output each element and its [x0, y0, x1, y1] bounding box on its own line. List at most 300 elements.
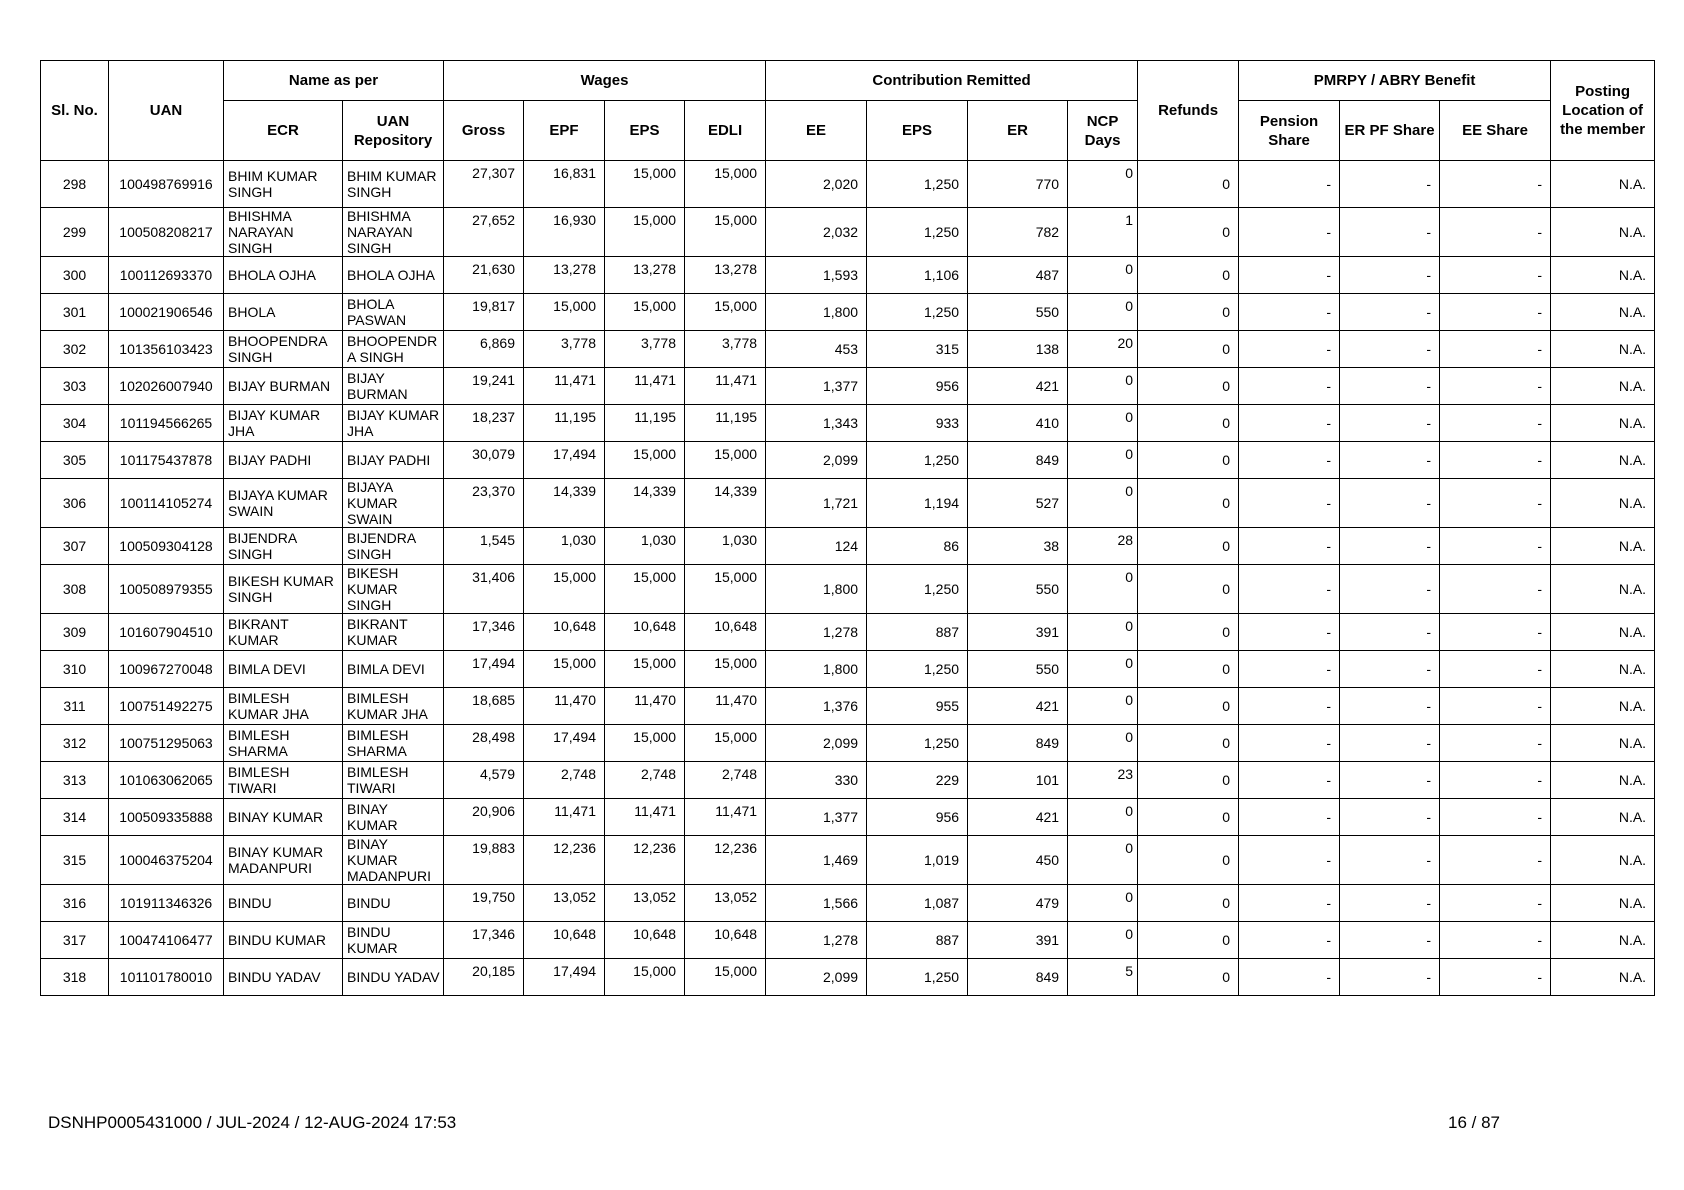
- cell-ncp-days: 0: [1068, 651, 1138, 688]
- cell-uan: 100474106477: [109, 922, 224, 959]
- cell-ncp-days: 0: [1068, 405, 1138, 442]
- cell-contrib-eps: 1,250: [867, 161, 968, 208]
- cell-refunds: 0: [1138, 836, 1239, 885]
- cell-uan-repository-name: BIJAY KUMAR JHA: [343, 405, 444, 442]
- cell-sl-no: 301: [41, 294, 109, 331]
- cell-ee: 1,278: [766, 614, 867, 651]
- cell-er-pf-share: -: [1340, 479, 1440, 528]
- cell-eps: 15,000: [605, 959, 685, 996]
- cell-gross: 19,883: [444, 836, 524, 885]
- cell-gross: 21,630: [444, 257, 524, 294]
- cell-er-pf-share: -: [1340, 836, 1440, 885]
- cell-posting-location: N.A.: [1551, 836, 1655, 885]
- cell-refunds: 0: [1138, 885, 1239, 922]
- cell-ee: 2,099: [766, 442, 867, 479]
- cell-sl-no: 299: [41, 208, 109, 257]
- cell-edli: 15,000: [685, 565, 766, 614]
- cell-ee: 1,377: [766, 368, 867, 405]
- document-reference: DSNHP0005431000 / JUL-2024 / 12-AUG-2024 17:53: [48, 1113, 457, 1132]
- cell-refunds: 0: [1138, 959, 1239, 996]
- cell-edli: 15,000: [685, 725, 766, 762]
- cell-uan: 101063062065: [109, 762, 224, 799]
- cell-ee-share: -: [1440, 528, 1551, 565]
- col-contrib-eps: EPS: [867, 101, 968, 161]
- cell-posting-location: N.A.: [1551, 725, 1655, 762]
- cell-ee: 1,721: [766, 479, 867, 528]
- cell-ncp-days: 0: [1068, 442, 1138, 479]
- cell-uan: 100509304128: [109, 528, 224, 565]
- col-uan: UAN: [109, 61, 224, 161]
- cell-edli: 10,648: [685, 614, 766, 651]
- cell-ncp-days: 0: [1068, 294, 1138, 331]
- cell-er: 849: [968, 959, 1068, 996]
- cell-ncp-days: 1: [1068, 208, 1138, 257]
- cell-eps: 1,030: [605, 528, 685, 565]
- cell-epf: 13,052: [524, 885, 605, 922]
- cell-er-pf-share: -: [1340, 565, 1440, 614]
- cell-ee-share: -: [1440, 922, 1551, 959]
- cell-er-pf-share: -: [1340, 885, 1440, 922]
- cell-uan: 100021906546: [109, 294, 224, 331]
- cell-uan-repository-name: BIJENDRA SINGH: [343, 528, 444, 565]
- cell-ee-share: -: [1440, 688, 1551, 725]
- cell-pension-share: -: [1239, 442, 1340, 479]
- cell-uan-repository-name: BINAY KUMAR: [343, 799, 444, 836]
- cell-ecr-name: BHOLA: [224, 294, 343, 331]
- col-sl-no: Sl. No.: [41, 61, 109, 161]
- cell-pension-share: -: [1239, 331, 1340, 368]
- cell-epf: 17,494: [524, 442, 605, 479]
- cell-epf: 16,930: [524, 208, 605, 257]
- cell-contrib-eps: 1,250: [867, 651, 968, 688]
- cell-ee: 1,278: [766, 922, 867, 959]
- cell-uan: 100046375204: [109, 836, 224, 885]
- cell-contrib-eps: 1,250: [867, 208, 968, 257]
- table-row: [41, 405, 1655, 442]
- cell-ee-share: -: [1440, 294, 1551, 331]
- cell-posting-location: N.A.: [1551, 442, 1655, 479]
- cell-epf: 17,494: [524, 959, 605, 996]
- cell-er: 849: [968, 442, 1068, 479]
- cell-ncp-days: 0: [1068, 688, 1138, 725]
- cell-posting-location: N.A.: [1551, 762, 1655, 799]
- cell-ee-share: -: [1440, 442, 1551, 479]
- col-group-pmrpy: PMRPY / ABRY Benefit: [1239, 61, 1551, 101]
- cell-er: 450: [968, 836, 1068, 885]
- cell-uan-repository-name: BIMLESH KUMAR JHA: [343, 688, 444, 725]
- cell-uan: 100751295063: [109, 725, 224, 762]
- cell-edli: 11,471: [685, 799, 766, 836]
- cell-ee: 1,566: [766, 885, 867, 922]
- cell-uan-repository-name: BIMLA DEVI: [343, 651, 444, 688]
- cell-edli: 15,000: [685, 208, 766, 257]
- cell-ee: 330: [766, 762, 867, 799]
- cell-ncp-days: 0: [1068, 161, 1138, 208]
- cell-ncp-days: 5: [1068, 959, 1138, 996]
- table-row: [41, 565, 1655, 614]
- cell-epf: 3,778: [524, 331, 605, 368]
- cell-ee-share: -: [1440, 368, 1551, 405]
- cell-ee: 1,800: [766, 565, 867, 614]
- cell-sl-no: 311: [41, 688, 109, 725]
- cell-er: 138: [968, 331, 1068, 368]
- cell-sl-no: 315: [41, 836, 109, 885]
- cell-refunds: 0: [1138, 651, 1239, 688]
- cell-uan: 100509335888: [109, 799, 224, 836]
- cell-er: 527: [968, 479, 1068, 528]
- cell-refunds: 0: [1138, 331, 1239, 368]
- cell-uan-repository-name: BINAY KUMAR MADANPURI: [343, 836, 444, 885]
- cell-pension-share: -: [1239, 885, 1340, 922]
- col-group-wages: Wages: [444, 61, 766, 101]
- cell-ecr-name: BINDU KUMAR: [224, 922, 343, 959]
- cell-eps: 11,470: [605, 688, 685, 725]
- cell-gross: 19,750: [444, 885, 524, 922]
- cell-uan: 101194566265: [109, 405, 224, 442]
- cell-posting-location: N.A.: [1551, 479, 1655, 528]
- cell-er-pf-share: -: [1340, 688, 1440, 725]
- cell-posting-location: N.A.: [1551, 885, 1655, 922]
- cell-ee: 124: [766, 528, 867, 565]
- cell-pension-share: -: [1239, 528, 1340, 565]
- cell-contrib-eps: 955: [867, 688, 968, 725]
- cell-ecr-name: BINDU YADAV: [224, 959, 343, 996]
- cell-edli: 2,748: [685, 762, 766, 799]
- cell-gross: 17,346: [444, 922, 524, 959]
- cell-ecr-name: BIJAY BURMAN: [224, 368, 343, 405]
- cell-refunds: 0: [1138, 294, 1239, 331]
- cell-epf: 15,000: [524, 651, 605, 688]
- cell-contrib-eps: 86: [867, 528, 968, 565]
- cell-edli: 12,236: [685, 836, 766, 885]
- cell-er-pf-share: -: [1340, 528, 1440, 565]
- cell-sl-no: 307: [41, 528, 109, 565]
- col-ecr: ECR: [224, 101, 343, 161]
- col-group-contribution: Contribution Remitted: [766, 61, 1138, 101]
- table-row: [41, 368, 1655, 405]
- cell-ee-share: -: [1440, 725, 1551, 762]
- cell-er: 410: [968, 405, 1068, 442]
- cell-edli: 11,470: [685, 688, 766, 725]
- cell-ee-share: -: [1440, 885, 1551, 922]
- cell-uan: 102026007940: [109, 368, 224, 405]
- cell-sl-no: 308: [41, 565, 109, 614]
- cell-posting-location: N.A.: [1551, 294, 1655, 331]
- cell-er-pf-share: -: [1340, 294, 1440, 331]
- cell-eps: 11,471: [605, 368, 685, 405]
- cell-ee: 1,376: [766, 688, 867, 725]
- col-epf: EPF: [524, 101, 605, 161]
- cell-er-pf-share: -: [1340, 331, 1440, 368]
- cell-sl-no: 313: [41, 762, 109, 799]
- cell-ncp-days: 28: [1068, 528, 1138, 565]
- table-row: [41, 836, 1655, 885]
- cell-contrib-eps: 887: [867, 614, 968, 651]
- cell-sl-no: 312: [41, 725, 109, 762]
- cell-epf: 1,030: [524, 528, 605, 565]
- cell-ecr-name: BIJAYA KUMAR SWAIN: [224, 479, 343, 528]
- table-row: [41, 651, 1655, 688]
- cell-eps: 15,000: [605, 565, 685, 614]
- cell-refunds: 0: [1138, 565, 1239, 614]
- cell-ncp-days: 0: [1068, 614, 1138, 651]
- cell-er-pf-share: -: [1340, 257, 1440, 294]
- cell-gross: 19,241: [444, 368, 524, 405]
- cell-er: 487: [968, 257, 1068, 294]
- cell-pension-share: -: [1239, 836, 1340, 885]
- cell-epf: 2,748: [524, 762, 605, 799]
- cell-er-pf-share: -: [1340, 368, 1440, 405]
- table-row: [41, 922, 1655, 959]
- cell-gross: 18,685: [444, 688, 524, 725]
- cell-eps: 14,339: [605, 479, 685, 528]
- cell-ncp-days: 0: [1068, 368, 1138, 405]
- cell-epf: 11,471: [524, 368, 605, 405]
- cell-edli: 15,000: [685, 959, 766, 996]
- cell-posting-location: N.A.: [1551, 257, 1655, 294]
- cell-ee-share: -: [1440, 799, 1551, 836]
- cell-refunds: 0: [1138, 208, 1239, 257]
- cell-ecr-name: BIJAY PADHI: [224, 442, 343, 479]
- cell-uan: 100508208217: [109, 208, 224, 257]
- cell-contrib-eps: 933: [867, 405, 968, 442]
- cell-posting-location: N.A.: [1551, 651, 1655, 688]
- cell-refunds: 0: [1138, 922, 1239, 959]
- cell-er-pf-share: -: [1340, 725, 1440, 762]
- cell-sl-no: 304: [41, 405, 109, 442]
- cell-uan-repository-name: BIKRANT KUMAR: [343, 614, 444, 651]
- cell-uan-repository-name: BINDU YADAV: [343, 959, 444, 996]
- cell-ncp-days: 0: [1068, 922, 1138, 959]
- cell-uan-repository-name: BIMLESH TIWARI: [343, 762, 444, 799]
- cell-ee-share: -: [1440, 479, 1551, 528]
- cell-pension-share: -: [1239, 651, 1340, 688]
- cell-ecr-name: BIJENDRA SINGH: [224, 528, 343, 565]
- cell-ee-share: -: [1440, 959, 1551, 996]
- cell-sl-no: 306: [41, 479, 109, 528]
- cell-uan-repository-name: BIJAY PADHI: [343, 442, 444, 479]
- cell-ee: 2,099: [766, 725, 867, 762]
- cell-ee: 2,020: [766, 161, 867, 208]
- cell-posting-location: N.A.: [1551, 368, 1655, 405]
- cell-eps: 12,236: [605, 836, 685, 885]
- cell-er-pf-share: -: [1340, 405, 1440, 442]
- cell-uan-repository-name: BHISHMA NARAYAN SINGH: [343, 208, 444, 257]
- cell-pension-share: -: [1239, 257, 1340, 294]
- table-row: [41, 257, 1655, 294]
- cell-epf: 11,470: [524, 688, 605, 725]
- col-er-pf-share: ER PF Share: [1340, 101, 1440, 161]
- cell-posting-location: N.A.: [1551, 614, 1655, 651]
- cell-uan-repository-name: BIKESH KUMAR SINGH: [343, 565, 444, 614]
- cell-ncp-days: 0: [1068, 479, 1138, 528]
- cell-ee-share: -: [1440, 257, 1551, 294]
- cell-ncp-days: 20: [1068, 331, 1138, 368]
- cell-contrib-eps: 887: [867, 922, 968, 959]
- cell-er-pf-share: -: [1340, 651, 1440, 688]
- cell-posting-location: N.A.: [1551, 565, 1655, 614]
- cell-ecr-name: BHIM KUMAR SINGH: [224, 161, 343, 208]
- cell-ecr-name: BHISHMA NARAYAN SINGH: [224, 208, 343, 257]
- cell-er-pf-share: -: [1340, 442, 1440, 479]
- cell-posting-location: N.A.: [1551, 161, 1655, 208]
- cell-ecr-name: BIMLESH TIWARI: [224, 762, 343, 799]
- cell-uan: 101356103423: [109, 331, 224, 368]
- cell-eps: 11,195: [605, 405, 685, 442]
- cell-er: 550: [968, 651, 1068, 688]
- cell-epf: 10,648: [524, 922, 605, 959]
- cell-er: 421: [968, 799, 1068, 836]
- cell-gross: 6,869: [444, 331, 524, 368]
- cell-eps: 15,000: [605, 651, 685, 688]
- cell-posting-location: N.A.: [1551, 922, 1655, 959]
- cell-pension-share: -: [1239, 725, 1340, 762]
- cell-edli: 13,278: [685, 257, 766, 294]
- cell-uan-repository-name: BIMLESH SHARMA: [343, 725, 444, 762]
- cell-refunds: 0: [1138, 762, 1239, 799]
- cell-sl-no: 305: [41, 442, 109, 479]
- cell-eps: 15,000: [605, 208, 685, 257]
- cell-edli: 3,778: [685, 331, 766, 368]
- cell-gross: 30,079: [444, 442, 524, 479]
- cell-gross: 4,579: [444, 762, 524, 799]
- cell-ee: 1,469: [766, 836, 867, 885]
- cell-refunds: 0: [1138, 161, 1239, 208]
- cell-contrib-eps: 956: [867, 799, 968, 836]
- cell-ee-share: -: [1440, 161, 1551, 208]
- cell-epf: 15,000: [524, 565, 605, 614]
- cell-pension-share: -: [1239, 762, 1340, 799]
- cell-ncp-days: 0: [1068, 885, 1138, 922]
- cell-ecr-name: BIKESH KUMAR SINGH: [224, 565, 343, 614]
- cell-pension-share: -: [1239, 614, 1340, 651]
- cell-ee-share: -: [1440, 762, 1551, 799]
- cell-eps: 13,052: [605, 885, 685, 922]
- cell-eps: 10,648: [605, 614, 685, 651]
- cell-eps: 11,471: [605, 799, 685, 836]
- cell-edli: 15,000: [685, 651, 766, 688]
- cell-eps: 15,000: [605, 442, 685, 479]
- cell-epf: 13,278: [524, 257, 605, 294]
- cell-ncp-days: 0: [1068, 836, 1138, 885]
- table-row: [41, 331, 1655, 368]
- cell-ncp-days: 0: [1068, 257, 1138, 294]
- cell-contrib-eps: 229: [867, 762, 968, 799]
- cell-pension-share: -: [1239, 799, 1340, 836]
- cell-ee: 1,800: [766, 651, 867, 688]
- cell-er: 479: [968, 885, 1068, 922]
- cell-posting-location: N.A.: [1551, 688, 1655, 725]
- cell-uan: 101607904510: [109, 614, 224, 651]
- cell-ee-share: -: [1440, 405, 1551, 442]
- cell-ee-share: -: [1440, 565, 1551, 614]
- cell-ecr-name: BHOOPENDRA SINGH: [224, 331, 343, 368]
- table-row: [41, 799, 1655, 836]
- cell-er-pf-share: -: [1340, 161, 1440, 208]
- cell-sl-no: 317: [41, 922, 109, 959]
- cell-gross: 27,307: [444, 161, 524, 208]
- cell-gross: 23,370: [444, 479, 524, 528]
- cell-refunds: 0: [1138, 799, 1239, 836]
- cell-uan: 100751492275: [109, 688, 224, 725]
- cell-ee: 2,032: [766, 208, 867, 257]
- cell-eps: 10,648: [605, 922, 685, 959]
- cell-er: 770: [968, 161, 1068, 208]
- cell-ecr-name: BHOLA OJHA: [224, 257, 343, 294]
- col-posting-location: Posting Location of the member: [1551, 61, 1655, 161]
- cell-pension-share: -: [1239, 479, 1340, 528]
- cell-eps: 13,278: [605, 257, 685, 294]
- cell-edli: 13,052: [685, 885, 766, 922]
- cell-ncp-days: 0: [1068, 799, 1138, 836]
- cell-contrib-eps: 1,106: [867, 257, 968, 294]
- cell-er: 391: [968, 922, 1068, 959]
- cell-ecr-name: BINAY KUMAR MADANPURI: [224, 836, 343, 885]
- cell-uan-repository-name: BHOLA PASWAN: [343, 294, 444, 331]
- cell-ncp-days: 0: [1068, 725, 1138, 762]
- cell-eps: 2,748: [605, 762, 685, 799]
- cell-posting-location: N.A.: [1551, 331, 1655, 368]
- cell-gross: 19,817: [444, 294, 524, 331]
- table-header: [41, 61, 1655, 161]
- cell-sl-no: 318: [41, 959, 109, 996]
- table-row: [41, 161, 1655, 208]
- table-row: [41, 614, 1655, 651]
- cell-contrib-eps: 1,250: [867, 442, 968, 479]
- col-uan-repository: UAN Repository: [343, 101, 444, 161]
- cell-refunds: 0: [1138, 479, 1239, 528]
- cell-sl-no: 310: [41, 651, 109, 688]
- cell-ecr-name: BIJAY KUMAR JHA: [224, 405, 343, 442]
- cell-uan-repository-name: BHOLA OJHA: [343, 257, 444, 294]
- cell-pension-share: -: [1239, 208, 1340, 257]
- col-refunds: Refunds: [1138, 61, 1239, 161]
- cell-uan: 100498769916: [109, 161, 224, 208]
- cell-refunds: 0: [1138, 442, 1239, 479]
- cell-ecr-name: BINAY KUMAR: [224, 799, 343, 836]
- cell-contrib-eps: 1,250: [867, 959, 968, 996]
- cell-sl-no: 300: [41, 257, 109, 294]
- cell-refunds: 0: [1138, 614, 1239, 651]
- cell-uan: 100114105274: [109, 479, 224, 528]
- cell-pension-share: -: [1239, 922, 1340, 959]
- cell-er-pf-share: -: [1340, 762, 1440, 799]
- col-er: ER: [968, 101, 1068, 161]
- table-row: [41, 725, 1655, 762]
- cell-er-pf-share: -: [1340, 799, 1440, 836]
- cell-eps: 15,000: [605, 725, 685, 762]
- cell-ecr-name: BINDU: [224, 885, 343, 922]
- cell-posting-location: N.A.: [1551, 528, 1655, 565]
- cell-epf: 16,831: [524, 161, 605, 208]
- table-row: [41, 442, 1655, 479]
- cell-sl-no: 316: [41, 885, 109, 922]
- cell-uan: 100112693370: [109, 257, 224, 294]
- cell-ecr-name: BIMLESH SHARMA: [224, 725, 343, 762]
- cell-epf: 15,000: [524, 294, 605, 331]
- cell-pension-share: -: [1239, 688, 1340, 725]
- cell-posting-location: N.A.: [1551, 799, 1655, 836]
- col-eps: EPS: [605, 101, 685, 161]
- cell-eps: 15,000: [605, 161, 685, 208]
- cell-er: 38: [968, 528, 1068, 565]
- cell-edli: 15,000: [685, 161, 766, 208]
- cell-er: 421: [968, 688, 1068, 725]
- cell-uan: 100967270048: [109, 651, 224, 688]
- cell-sl-no: 314: [41, 799, 109, 836]
- table-row: [41, 762, 1655, 799]
- cell-er: 421: [968, 368, 1068, 405]
